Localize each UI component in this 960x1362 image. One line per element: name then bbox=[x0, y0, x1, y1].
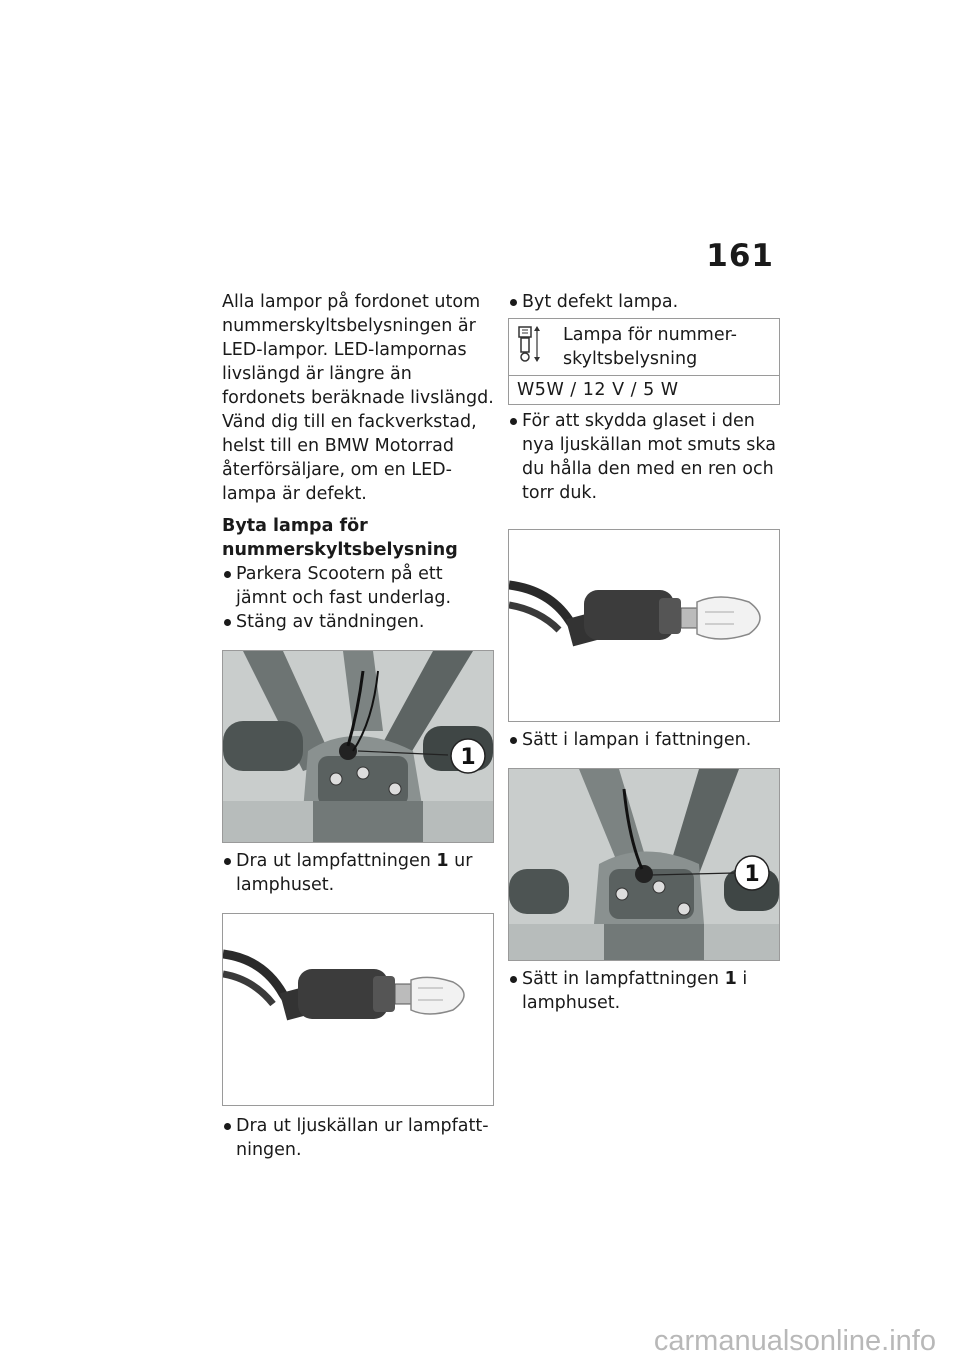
callout-ref-1: 1 bbox=[436, 851, 449, 871]
figure-bulb-socket-2 bbox=[508, 529, 780, 722]
spec-label: Lampa för nummer-skyltsbelysning bbox=[555, 319, 780, 376]
figure-bulb-socket bbox=[222, 913, 494, 1106]
bulb-socket-illustration bbox=[223, 914, 493, 1105]
right-column bbox=[508, 290, 780, 1015]
lamp-housing-illustration bbox=[223, 651, 493, 842]
step-insert-socket-text-a: Sätt in lampfattningen bbox=[522, 969, 725, 989]
lamp-bulb-icon bbox=[515, 325, 541, 365]
step-park: Parkera Scootern på ett jämnt och fast underlag. bbox=[222, 562, 494, 610]
step-pull-socket bbox=[222, 849, 494, 897]
section-heading: Byta lampa för nummerskyltsbelysning bbox=[222, 516, 458, 560]
spec-icon-cell bbox=[509, 319, 556, 376]
spec-value: W5W / 12 V / 5 W bbox=[509, 376, 780, 405]
callout-ref-1-b: 1 bbox=[724, 969, 737, 989]
step-insert-socket-text-b: i lamphuset. bbox=[522, 969, 748, 1013]
lamp-housing-illustration-2 bbox=[509, 769, 779, 960]
bulb-spec-table bbox=[508, 318, 780, 405]
step-insert-bulb: Sätt i lampan i fattningen. bbox=[508, 728, 780, 752]
step-replace-bulb: Byt defekt lampa. bbox=[508, 290, 780, 314]
callout-1-b: 1 bbox=[744, 862, 760, 887]
figure-lamp-housing bbox=[222, 650, 494, 843]
watermark: carmanualsonline.info bbox=[653, 1325, 936, 1357]
page-number: 161 bbox=[706, 238, 774, 274]
step-ignition-off: Stäng av tändningen. bbox=[222, 610, 494, 634]
intro-paragraph: Alla lampor på fordonet utom nummerskyltsbelysningen är LED-lampor. LED-lampornas livslängd är längre än fordonets beräknade livslängd. Vänd dig till en fackverkstad, helst till en BMW Motorrad återförsäljare, om en LED-lampa är defekt. bbox=[222, 292, 494, 504]
step-insert-socket bbox=[508, 967, 780, 1015]
figure-lamp-housing-2 bbox=[508, 768, 780, 961]
step-pull-bulb: Dra ut ljuskällan ur lampfatt-ningen. bbox=[222, 1114, 494, 1162]
left-column bbox=[222, 290, 494, 1162]
bulb-socket-illustration-2 bbox=[509, 530, 779, 721]
callout-1: 1 bbox=[460, 745, 476, 770]
step-pull-socket-text-b: ur lamphuset. bbox=[236, 851, 473, 895]
step-protect-glass: För att skydda glaset i den nya ljuskällan mot smuts ska du hålla den med en ren och torr duk. bbox=[508, 409, 780, 505]
step-pull-socket-text-a: Dra ut lampfattningen bbox=[236, 851, 437, 871]
